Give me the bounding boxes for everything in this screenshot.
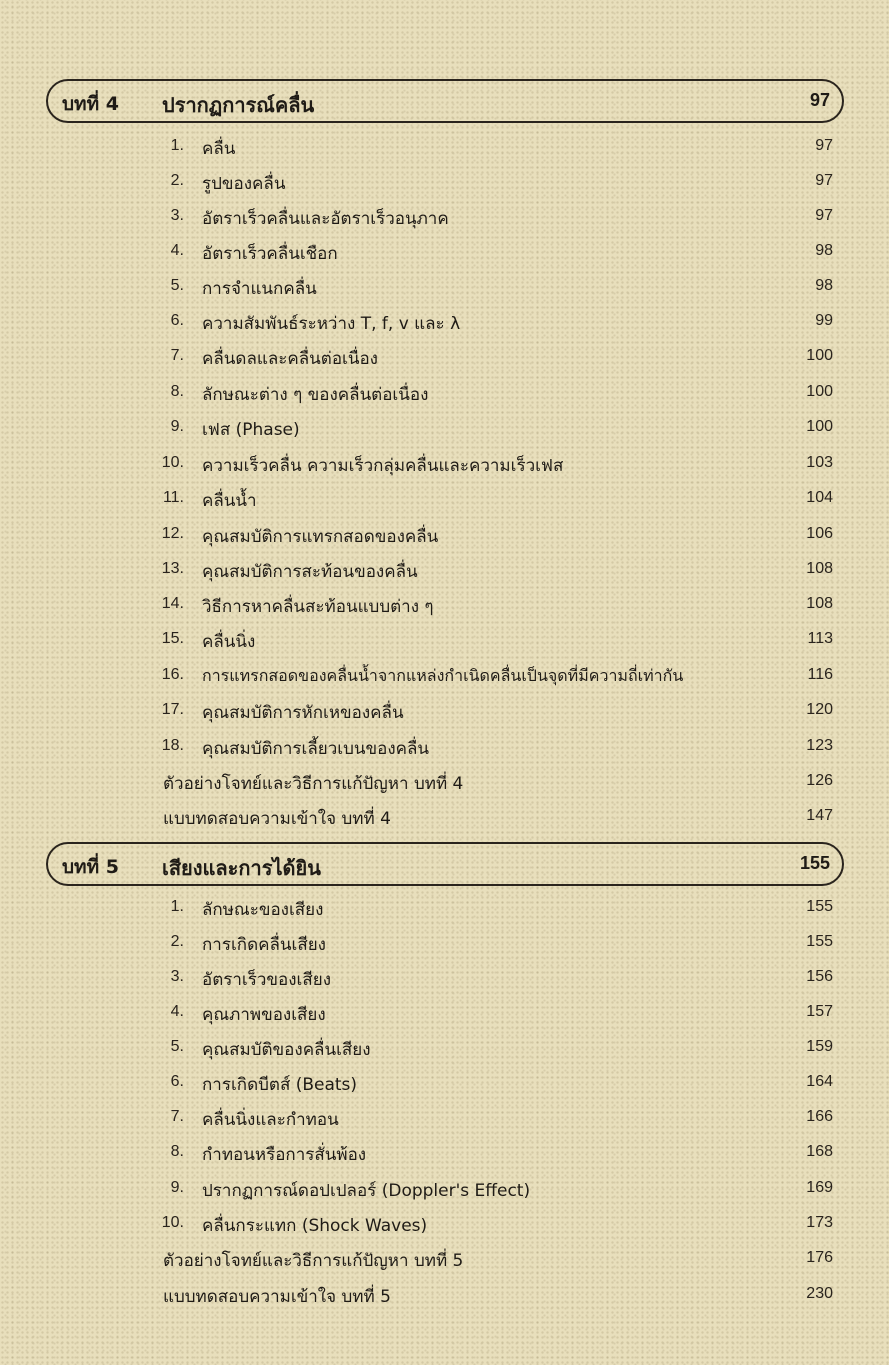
entry-page: 126 (806, 772, 833, 789)
entry-number: 2. (170, 933, 184, 950)
toc-entry (0, 203, 889, 233)
entry-title: คุณสมบัติการสะท้อนของคลื่น (202, 562, 418, 582)
entry-number: 15. (161, 630, 184, 647)
entry-page: 106 (806, 525, 833, 542)
chapter-title: เสียงและการได้ยิน (162, 856, 321, 880)
entry-title: เฟส (Phase) (202, 420, 300, 440)
entry-page: 157 (806, 1003, 833, 1020)
entry-page: 98 (815, 277, 833, 294)
entry-title: รูปของคลื่น (202, 174, 286, 194)
toc-entry (0, 1175, 889, 1205)
toc-entry (0, 697, 889, 727)
entry-page: 166 (806, 1108, 833, 1125)
chapter-4-header (46, 79, 844, 123)
entry-page: 156 (806, 968, 833, 985)
entry-number: 6. (170, 312, 184, 329)
entry-title: ตัวอย่างโจทย์และวิธีการแก้ปัญหา บทที่ 4 (163, 774, 464, 794)
toc-entry (0, 343, 889, 373)
entry-page: 155 (806, 933, 833, 950)
entry-title: ตัวอย่างโจทย์และวิธีการแก้ปัญหา บทที่ 5 (163, 1251, 464, 1271)
toc-entry (0, 485, 889, 515)
entry-number: 11. (162, 489, 184, 506)
entry-page: 100 (806, 383, 833, 400)
toc-entry-examples (0, 1245, 889, 1275)
entry-number: 13. (161, 560, 184, 577)
entry-number: 1. (170, 137, 184, 154)
entry-page: 147 (806, 807, 833, 824)
entry-number: 17. (161, 701, 184, 718)
toc-entry (0, 1034, 889, 1064)
entry-page: 108 (806, 560, 833, 577)
chapter-label: บทที่ 5 (62, 856, 119, 878)
entry-title: คลื่นนิ่ง (202, 632, 256, 652)
toc-entry (0, 964, 889, 994)
chapter-5-header (46, 842, 844, 886)
toc-entry (0, 733, 889, 763)
entry-title: การจำแนกคลื่น (202, 279, 317, 299)
entry-number: 4. (170, 1003, 184, 1020)
entry-number: 4. (170, 242, 184, 259)
toc-entry (0, 894, 889, 924)
entry-number: 5. (170, 277, 184, 294)
entry-number: 8. (170, 383, 184, 400)
entry-page: 120 (806, 701, 833, 718)
entry-page: 168 (806, 1143, 833, 1160)
entry-title: แบบทดสอบความเข้าใจ บทที่ 5 (163, 1287, 391, 1307)
entry-number: 16. (161, 666, 184, 683)
entry-page: 173 (806, 1214, 833, 1231)
entry-title: อัตราเร็วคลื่นและอัตราเร็วอนุภาค (202, 209, 449, 229)
chapter-page-number: 155 (799, 853, 830, 873)
entry-number: 12. (161, 525, 184, 542)
entry-number: 7. (170, 1108, 184, 1125)
entry-title: คุณภาพของเสียง (202, 1005, 326, 1025)
entry-title: คลื่นนิ่งและกำทอน (202, 1110, 339, 1130)
entry-number: 18. (161, 737, 184, 754)
entry-page: 155 (806, 898, 833, 915)
toc-entry (0, 1139, 889, 1169)
toc-entry (0, 379, 889, 409)
entry-number: 5. (170, 1038, 184, 1055)
entry-title: การแทรกสอดของคลื่นน้ำจากแหล่งกำเนิดคลื่นเป็นจุดที่มีความถี่เท่ากัน (202, 666, 684, 685)
toc-entry (0, 929, 889, 959)
entry-title: อัตราเร็วคลื่นเชือก (202, 244, 338, 264)
toc-entry (0, 308, 889, 338)
toc-entry (0, 414, 889, 444)
entry-title: วิธีการหาคลื่นสะท้อนแบบต่าง ๆ (202, 597, 434, 617)
entry-title: ความสัมพันธ์ระหว่าง T, f, v และ λ (202, 314, 461, 334)
entry-page: 169 (806, 1179, 833, 1196)
entry-number: 1. (170, 898, 184, 915)
entry-number: 3. (170, 207, 184, 224)
entry-number: 7. (170, 347, 184, 364)
chapter-title: ปรากฏการณ์คลื่น (162, 93, 315, 117)
toc-entry (0, 556, 889, 586)
entry-page: 116 (807, 666, 833, 683)
entry-page: 108 (806, 595, 833, 612)
toc-entry (0, 1104, 889, 1134)
entry-title: แบบทดสอบความเข้าใจ บทที่ 4 (163, 809, 391, 829)
entry-title: ความเร็วคลื่น ความเร็วกลุ่มคลื่นและความเร็วเฟส (202, 456, 564, 476)
entry-number: 9. (170, 418, 184, 435)
entry-title: คุณสมบัติการหักเหของคลื่น (202, 703, 404, 723)
entry-page: 103 (806, 454, 833, 471)
entry-page: 123 (806, 737, 833, 754)
toc-entry (0, 521, 889, 551)
entry-title: คุณสมบัติการเลี้ยวเบนของคลื่น (202, 739, 430, 759)
entry-page: 164 (806, 1073, 833, 1090)
entry-page: 113 (807, 630, 833, 647)
chapter-page-number: 97 (809, 90, 830, 110)
toc-entry (0, 168, 889, 198)
entry-page: 100 (806, 347, 833, 364)
toc-entry (0, 238, 889, 268)
toc-entry (0, 626, 889, 656)
entry-title: การเกิดบีตส์ (Beats) (202, 1075, 358, 1095)
entry-title: อัตราเร็วของเสียง (202, 970, 331, 990)
toc-entry (0, 999, 889, 1029)
entry-page: 97 (815, 137, 833, 154)
chapter-label: บทที่ 4 (62, 93, 119, 115)
entry-title: คลื่น (202, 139, 236, 159)
entry-title: ปรากฏการณ์ดอปเปลอร์ (Doppler's Effect) (202, 1181, 531, 1201)
entry-title: คลื่นน้ำ (202, 491, 257, 511)
entry-number: 8. (170, 1143, 184, 1160)
toc-entry (0, 450, 889, 480)
entry-number: 2. (170, 172, 184, 189)
entry-page: 230 (806, 1285, 833, 1302)
toc-entry-quiz (0, 803, 889, 833)
entry-title: คุณสมบัติการแทรกสอดของคลื่น (202, 527, 439, 547)
entry-page: 98 (815, 242, 833, 259)
entry-page: 176 (806, 1249, 833, 1266)
toc-entry (0, 662, 889, 692)
entry-title: คลื่นกระแทก (Shock Waves) (202, 1216, 428, 1236)
toc-entry-examples (0, 768, 889, 798)
toc-entry (0, 1069, 889, 1099)
toc-entry-quiz (0, 1281, 889, 1311)
entry-number: 14. (161, 595, 184, 612)
toc-entry (0, 591, 889, 621)
entry-page: 104 (806, 489, 833, 506)
entry-title: กำทอนหรือการสั่นพ้อง (202, 1145, 367, 1165)
toc-entry (0, 1210, 889, 1240)
entry-number: 9. (170, 1179, 184, 1196)
entry-title: คลื่นดลและคลื่นต่อเนื่อง (202, 349, 378, 369)
entry-number: 10. (161, 1214, 184, 1231)
entry-title: การเกิดคลื่นเสียง (202, 935, 326, 955)
entry-title: คุณสมบัติของคลื่นเสียง (202, 1040, 371, 1060)
toc-entry (0, 273, 889, 303)
entry-number: 6. (170, 1073, 184, 1090)
entry-page: 159 (806, 1038, 833, 1055)
entry-page: 97 (815, 172, 833, 189)
entry-page: 97 (815, 207, 833, 224)
toc-entry (0, 133, 889, 163)
entry-page: 99 (815, 312, 833, 329)
entry-title: ลักษณะต่าง ๆ ของคลื่นต่อเนื่อง (202, 385, 429, 405)
entry-number: 10. (161, 454, 184, 471)
entry-title: ลักษณะของเสียง (202, 900, 324, 920)
entry-number: 3. (170, 968, 184, 985)
entry-page: 100 (806, 418, 833, 435)
